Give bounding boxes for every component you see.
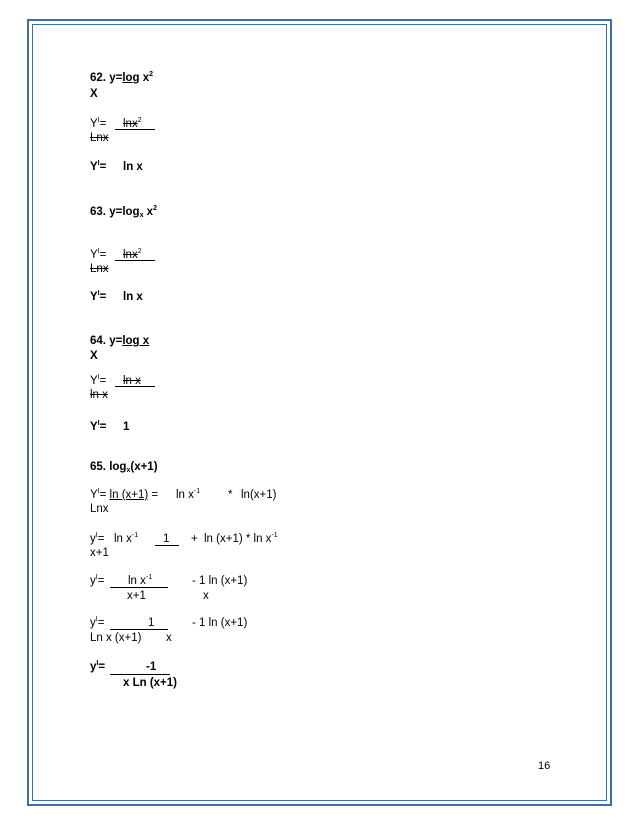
problem-65-step2-plus: +: [191, 533, 198, 545]
fraction-bar: [115, 129, 155, 130]
problem-65-step1-middle: $\ln x^{-1}$: [176, 488, 201, 501]
problem-64-result: $Y^I=$: [90, 420, 107, 433]
problem-65-step4-right: - 1 ln (x+1): [192, 617, 248, 629]
problem-65-step3-right: - 1 ln (x+1): [192, 575, 248, 587]
problem-65-step3: $y^I=$: [90, 574, 105, 587]
problem-65-step1: $Y^I= \ln (x+1)$ =: [90, 488, 159, 501]
problem-63-step1-numerator: lnx$^2$: [123, 248, 142, 261]
problem-65-step4-denominator: Ln x (x+1): [90, 632, 142, 644]
problem-65-step3-denominator: x+1: [127, 590, 146, 602]
problem-65-step3-right-denominator: x: [203, 590, 209, 602]
problem-62-title: 62. y=log $x^2$: [90, 71, 154, 84]
page-number: 16: [538, 760, 551, 772]
problem-64-step1-denominator: ln x: [90, 389, 108, 401]
problem-64-step1: $Y^I=$: [90, 374, 107, 387]
fraction-bar: [110, 674, 170, 675]
problem-65-step4-numerator: 1: [148, 617, 155, 629]
fraction-bar: [110, 629, 168, 630]
problem-65-step2-b: $\ln (x+1) * \ln x^{-1}$: [204, 532, 278, 545]
fraction-bar: [115, 260, 155, 261]
problem-62-step1-denominator: Lnx: [90, 132, 109, 144]
problem-63-step1: $Y^I=$: [90, 248, 107, 261]
problem-65-step2-denominator: x+1: [90, 547, 109, 559]
problem-63-step1-denominator: Lnx: [90, 263, 109, 275]
problem-65-step4: $y^I=$: [90, 616, 105, 629]
problem-65-step2: $y^I=$: [90, 532, 105, 545]
problem-65-result-denominator: x Ln (x+1): [123, 677, 178, 689]
problem-65-step1-right: ln(x+1): [241, 489, 277, 501]
problem-65-step1-star: *: [228, 489, 233, 501]
problem-62-result-value: ln x: [123, 161, 143, 173]
problem-64-result-value: 1: [123, 421, 130, 433]
fraction-bar: [155, 545, 179, 546]
problem-65-step1-denominator: Lnx: [90, 503, 109, 515]
problem-65-result: $y^I=$: [90, 660, 106, 673]
problem-65-step3-numerator: $\ln x^{-1}$: [128, 574, 153, 587]
problem-62-step1: $Y^I=$: [90, 117, 107, 130]
fraction-bar: [110, 587, 168, 588]
problem-63-title: 63. $y=\log_x$ $x^2$: [90, 205, 157, 219]
problem-65-step4-x: x: [166, 632, 172, 644]
problem-62-step1-numerator: lnx$^2$: [123, 117, 142, 130]
problem-62-result: $Y^I=$: [90, 160, 107, 173]
problem-65-title: 65. $\log_x(x+1)$: [90, 461, 158, 474]
problem-64-title: 64. y=log x: [90, 335, 150, 347]
problem-63-result: $Y^I=$: [90, 290, 107, 303]
problem-63-result-value: ln x: [123, 291, 143, 303]
problem-64-step1-numerator: ln x: [123, 375, 141, 387]
problem-65-step2-fraction-numerator: 1: [163, 533, 170, 545]
problem-62-denominator: X: [90, 88, 98, 100]
page-border-inner: [32, 24, 607, 801]
fraction-bar: [115, 386, 155, 387]
problem-65-step2-a: $\ln x^{-1}$: [114, 532, 139, 545]
problem-65-result-numerator: -1: [146, 661, 157, 673]
problem-64-denominator: X: [90, 350, 98, 362]
